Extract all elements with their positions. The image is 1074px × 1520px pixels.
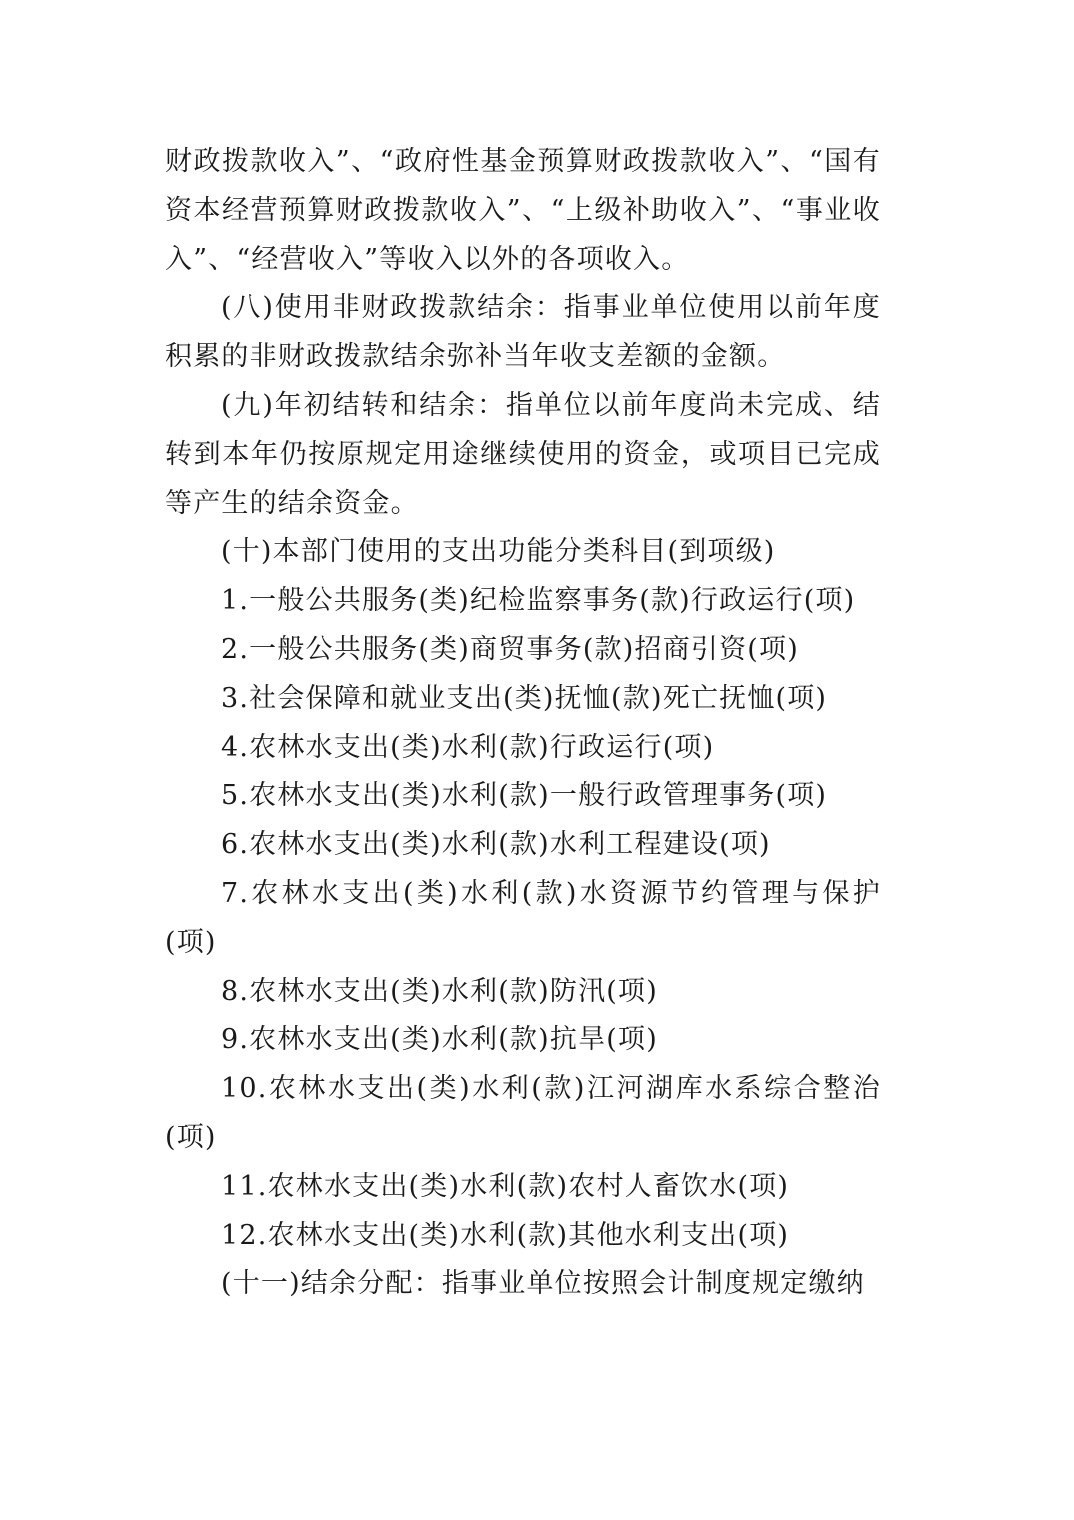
- list-item-12: 12.农林水支出(类)水利(款)其他水利支出(项): [221, 1219, 790, 1251]
- list-item-6: 6.农林水支出(类)水利(款)水利工程建设(项): [221, 829, 771, 861]
- list-item-5: 5.农林水支出(类)水利(款)一般行政管理事务(项): [221, 780, 828, 812]
- list-item-11: 11.农林水支出(类)水利(款)农村人畜饮水(项): [221, 1170, 790, 1202]
- list-item-10: 10.农林水支出(类)水利(款)江河湖库水系综合整治(项): [165, 1073, 881, 1153]
- paragraph-item-11: (十一)结余分配：指事业单位按照会计制度规定缴纳: [221, 1268, 865, 1300]
- list-item-1: 1.一般公共服务(类)纪检监察事务(款)行政运行(项): [221, 585, 856, 617]
- list-item-2: 2.一般公共服务(类)商贸事务(款)招商引资(项): [221, 633, 799, 665]
- paragraph-item-8: (八)使用非财政拨款结余：指事业单位使用以前年度积累的非财政拨款结余弥补当年收支差额的金额。: [165, 292, 881, 373]
- document-body: [165, 138, 881, 1309]
- list-item-3: 3.社会保障和就业支出(类)抚恤(款)死亡抚恤(项): [221, 682, 828, 714]
- list-item-9: 9.农林水支出(类)水利(款)抗旱(项): [221, 1024, 658, 1056]
- paragraph-item-9: (九)年初结转和结余：指单位以前年度尚未完成、结转到本年仍按原规定用途继续使用的资金，或项目已完成等产生的结余资金。: [165, 389, 881, 519]
- paragraph-income-continued: 财政拨款收入”、“政府性基金预算财政拨款收入”、“国有资本经营预算财政拨款收入”、“上级补助收入”、“事业收入”、“经营收入”等收入以外的各项收入。: [165, 146, 881, 275]
- list-item-4: 4.农林水支出(类)水利(款)行政运行(项): [221, 731, 715, 763]
- list-item-7: 7.农林水支出(类)水利(款)水资源节约管理与保护(项): [165, 877, 881, 958]
- paragraph-item-10-heading: (十)本部门使用的支出功能分类科目(到项级): [221, 536, 776, 568]
- list-item-8: 8.农林水支出(类)水利(款)防汛(项): [221, 975, 658, 1007]
